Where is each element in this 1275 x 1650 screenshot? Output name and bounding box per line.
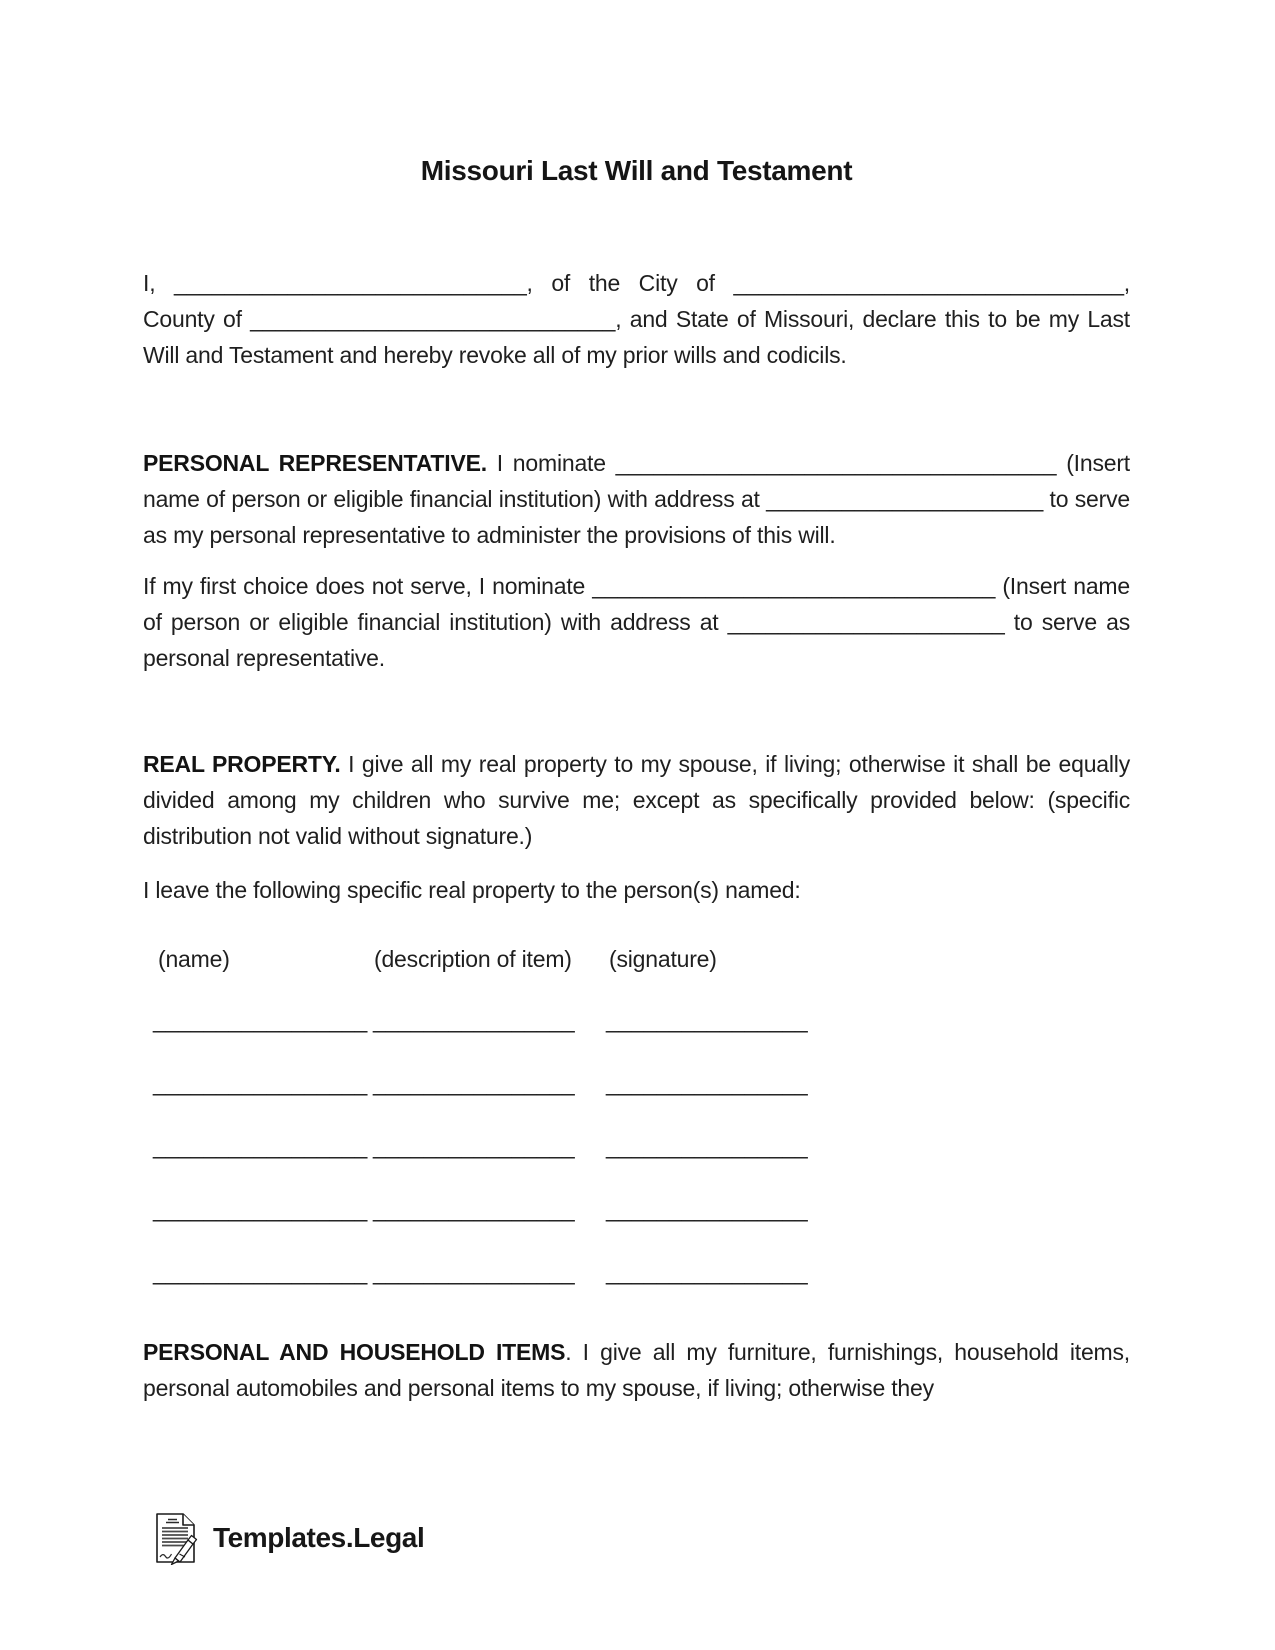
blank-line-name: _________________ [153,1133,368,1159]
personal-household-body: . I give all my furniture, furnishings, household items, personal automobiles and personal items to my spouse, if living; otherwise they [143,1339,1130,1401]
blank-line-description: ________________ [373,1007,575,1033]
column-header-name: (name) [158,946,230,972]
document-signature-pen-icon [150,1511,200,1565]
blank-line-signature: ________________ [606,1070,808,1096]
blank-fill-row [143,1254,1130,1290]
personal-representative-heading: PERSONAL REPRESENTATIVE. [143,450,487,476]
blank-line-signature: ________________ [606,1196,808,1222]
opening-paragraph: I, ____________________________, of the City of _______________________________, County of _____________________________, and State of Missouri, declare this to be my Last Will and Testament and hereby revoke all of my prior wills and codicils. [143,270,1130,368]
blank-line-signature: ________________ [606,1259,808,1285]
document-title: Missouri Last Will and Testament [420,155,853,186]
personal-household-paragraph [143,1334,1130,1406]
personal-representative-body: I nominate ___________________________________ (Insert name of person or eligible financial institution) with address at ______________________ to serve as my personal representative to administer the provisions of this will. [143,450,1130,548]
blank-fill-row [143,1128,1130,1164]
blank-line-description: ________________ [373,1133,575,1159]
blank-line-description: ________________ [373,1259,575,1285]
brand-name: Templates.Legal [213,1522,425,1553]
blank-line-name: _________________ [153,1007,368,1033]
blank-fill-row [143,1065,1130,1101]
blank-fill-row [143,1191,1130,1227]
real-property-body: I give all my real property to my spouse, if living; otherwise it shall be equally divided among my children who survive me; except as specifically provided below: (specific distribution not valid without signature.) [143,751,1131,849]
real-property-intro-line: I leave the following specific real property to the person(s) named: [143,877,801,903]
fill-in-table-header [143,941,1130,977]
real-property-paragraph [143,746,1130,854]
column-header-signature: (signature) [609,946,717,972]
blank-fill-row [143,1002,1130,1038]
personal-household-heading: PERSONAL AND HOUSEHOLD ITEMS [143,1339,566,1365]
blank-line-name: _________________ [153,1259,368,1285]
blank-line-description: ________________ [373,1070,575,1096]
blank-line-signature: ________________ [606,1133,808,1159]
blank-line-name: _________________ [153,1196,368,1222]
blank-line-signature: ________________ [606,1007,808,1033]
alternate-representative-paragraph: If my first choice does not serve, I nominate ________________________________ (Insert name of person or eligible financial institution) with address at ______________________ to serve as personal representative. [143,573,1130,671]
column-header-description: (description of item) [374,946,572,972]
real-property-heading: REAL PROPERTY. [143,751,341,777]
blank-line-description: ________________ [373,1196,575,1222]
blank-line-name: _________________ [153,1070,368,1096]
fill-in-table [143,1002,1130,1290]
brand-footer [150,1511,424,1565]
personal-representative-paragraph [143,445,1130,553]
